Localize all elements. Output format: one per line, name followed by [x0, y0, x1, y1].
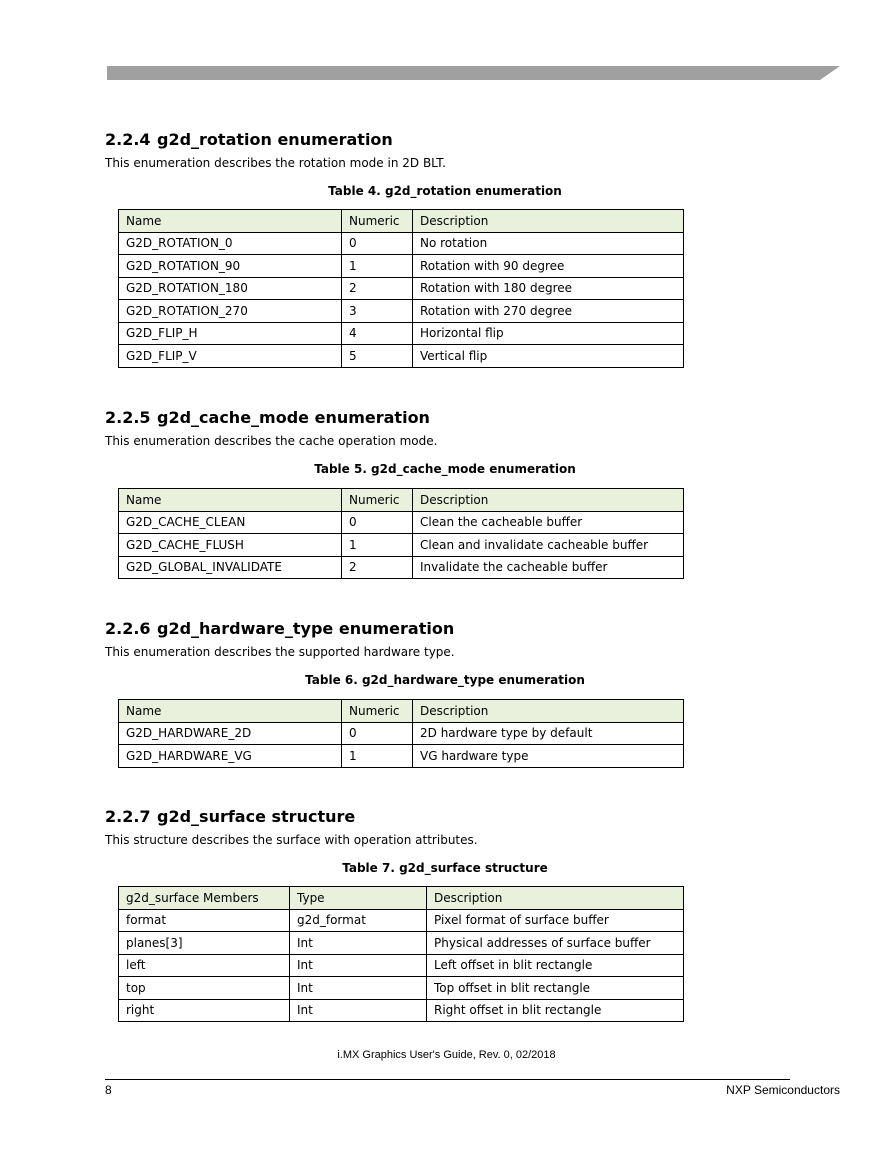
table-cell: G2D_HARDWARE_VG	[119, 745, 342, 768]
table-cell: 5	[342, 345, 413, 368]
table-row	[119, 999, 684, 1022]
table-cell: top	[119, 977, 290, 1000]
table-cell: Right offset in blit rectangle	[427, 999, 684, 1022]
table-cell: VG hardware type	[413, 745, 684, 768]
table-cell: G2D_ROTATION_180	[119, 277, 342, 300]
footer-document-title: i.MX Graphics User's Guide, Rev. 0, 02/2018	[337, 1049, 556, 1061]
column-header: Name	[119, 489, 342, 512]
section-description: This enumeration describes the cache operation mode.	[105, 434, 438, 448]
table-cell: G2D_FLIP_H	[119, 322, 342, 345]
table-cell: planes[3]	[119, 932, 290, 955]
column-header: Name	[119, 700, 342, 723]
table-caption: Table 5. g2d_cache_mode enumeration	[314, 462, 576, 476]
table-cell: 2D hardware type by default	[413, 722, 684, 745]
table-cell: Physical addresses of surface buffer	[427, 932, 684, 955]
column-header: Numeric	[342, 489, 413, 512]
table-cell: Vertical flip	[413, 345, 684, 368]
header-bar	[107, 66, 840, 80]
table-cell: G2D_GLOBAL_INVALIDATE	[119, 556, 342, 579]
section-description: This enumeration describes the rotation mode in 2D BLT.	[105, 156, 446, 170]
table-row	[119, 954, 684, 977]
section-2-2-5	[105, 408, 437, 449]
table-row	[119, 277, 684, 300]
table-cell: G2D_ROTATION_0	[119, 232, 342, 255]
section-description: This structure describes the surface with operation attributes.	[105, 833, 478, 847]
table-row	[119, 345, 684, 368]
table-header-row	[119, 887, 684, 910]
column-header: Description	[427, 887, 684, 910]
table-cell: Int	[290, 999, 427, 1022]
table-row	[119, 255, 684, 278]
column-header: Description	[413, 489, 684, 512]
section-number: 2.2.5	[105, 408, 151, 427]
table-row	[119, 909, 684, 932]
table-row	[119, 722, 684, 745]
table-cell: 2	[342, 556, 413, 579]
section-title: g2d_hardware_type enumeration	[157, 619, 455, 638]
hardware-type-table	[118, 699, 684, 768]
table-cell: No rotation	[413, 232, 684, 255]
company-name: NXP Semiconductors	[726, 1083, 840, 1097]
table-row	[119, 745, 684, 768]
table-cell: Left offset in blit rectangle	[427, 954, 684, 977]
cache-mode-table	[118, 488, 684, 579]
table-cell: 2	[342, 277, 413, 300]
table-cell: format	[119, 909, 290, 932]
section-number: 2.2.6	[105, 619, 151, 638]
table-cell: 1	[342, 534, 413, 557]
rotation-table	[118, 209, 684, 368]
table-cell: 0	[342, 511, 413, 534]
table-cell: G2D_ROTATION_90	[119, 255, 342, 278]
page-number: 8	[105, 1083, 112, 1097]
section-2-2-6	[105, 619, 455, 660]
table-cell: right	[119, 999, 290, 1022]
table-row	[119, 534, 684, 557]
table-cell: G2D_CACHE_FLUSH	[119, 534, 342, 557]
table-cell: G2D_CACHE_CLEAN	[119, 511, 342, 534]
table-row	[119, 300, 684, 323]
column-header: Numeric	[342, 700, 413, 723]
table-caption: Table 4. g2d_rotation enumeration	[328, 184, 562, 198]
table-header-row	[119, 489, 684, 512]
table-cell: Int	[290, 954, 427, 977]
table-cell: Horizontal flip	[413, 322, 684, 345]
column-header: Description	[413, 210, 684, 233]
column-header: Name	[119, 210, 342, 233]
table-cell: 0	[342, 722, 413, 745]
footer-divider	[105, 1079, 790, 1080]
surface-structure-table	[118, 886, 684, 1022]
table-cell: 1	[342, 745, 413, 768]
section-number: 2.2.7	[105, 807, 151, 826]
table-row	[119, 511, 684, 534]
table-cell: Int	[290, 977, 427, 1000]
table-cell: Clean the cacheable buffer	[413, 511, 684, 534]
section-description: This enumeration describes the supported hardware type.	[105, 645, 455, 659]
column-header: g2d_surface Members	[119, 887, 290, 910]
table-cell: Top offset in blit rectangle	[427, 977, 684, 1000]
section-title: g2d_cache_mode enumeration	[157, 408, 430, 427]
table-row	[119, 322, 684, 345]
column-header: Type	[290, 887, 427, 910]
table-cell: 4	[342, 322, 413, 345]
table-cell: Invalidate the cacheable buffer	[413, 556, 684, 579]
table-row	[119, 977, 684, 1000]
table-caption: Table 6. g2d_hardware_type enumeration	[305, 673, 585, 687]
section-heading	[105, 408, 437, 428]
table-header-row	[119, 210, 684, 233]
table-cell: Int	[290, 932, 427, 955]
table-cell: 0	[342, 232, 413, 255]
table-cell: G2D_HARDWARE_2D	[119, 722, 342, 745]
table-cell: left	[119, 954, 290, 977]
column-header: Numeric	[342, 210, 413, 233]
table-row	[119, 556, 684, 579]
section-heading	[105, 619, 455, 639]
table-row	[119, 932, 684, 955]
section-title: g2d_rotation enumeration	[157, 130, 393, 149]
table-cell: Pixel format of surface buffer	[427, 909, 684, 932]
table-cell: G2D_ROTATION_270	[119, 300, 342, 323]
section-heading	[105, 807, 478, 827]
column-header: Description	[413, 700, 684, 723]
section-2-2-4	[105, 130, 446, 171]
section-number: 2.2.4	[105, 130, 151, 149]
table-cell: Clean and invalidate cacheable buffer	[413, 534, 684, 557]
table-cell: 1	[342, 255, 413, 278]
table-caption: Table 7. g2d_surface structure	[342, 861, 548, 875]
table-cell: Rotation with 180 degree	[413, 277, 684, 300]
table-cell: 3	[342, 300, 413, 323]
table-cell: g2d_format	[290, 909, 427, 932]
table-cell: Rotation with 90 degree	[413, 255, 684, 278]
section-heading	[105, 130, 446, 150]
section-title: g2d_surface structure	[157, 807, 356, 826]
table-row	[119, 232, 684, 255]
section-2-2-7	[105, 807, 478, 848]
table-header-row	[119, 700, 684, 723]
table-cell: Rotation with 270 degree	[413, 300, 684, 323]
table-cell: G2D_FLIP_V	[119, 345, 342, 368]
